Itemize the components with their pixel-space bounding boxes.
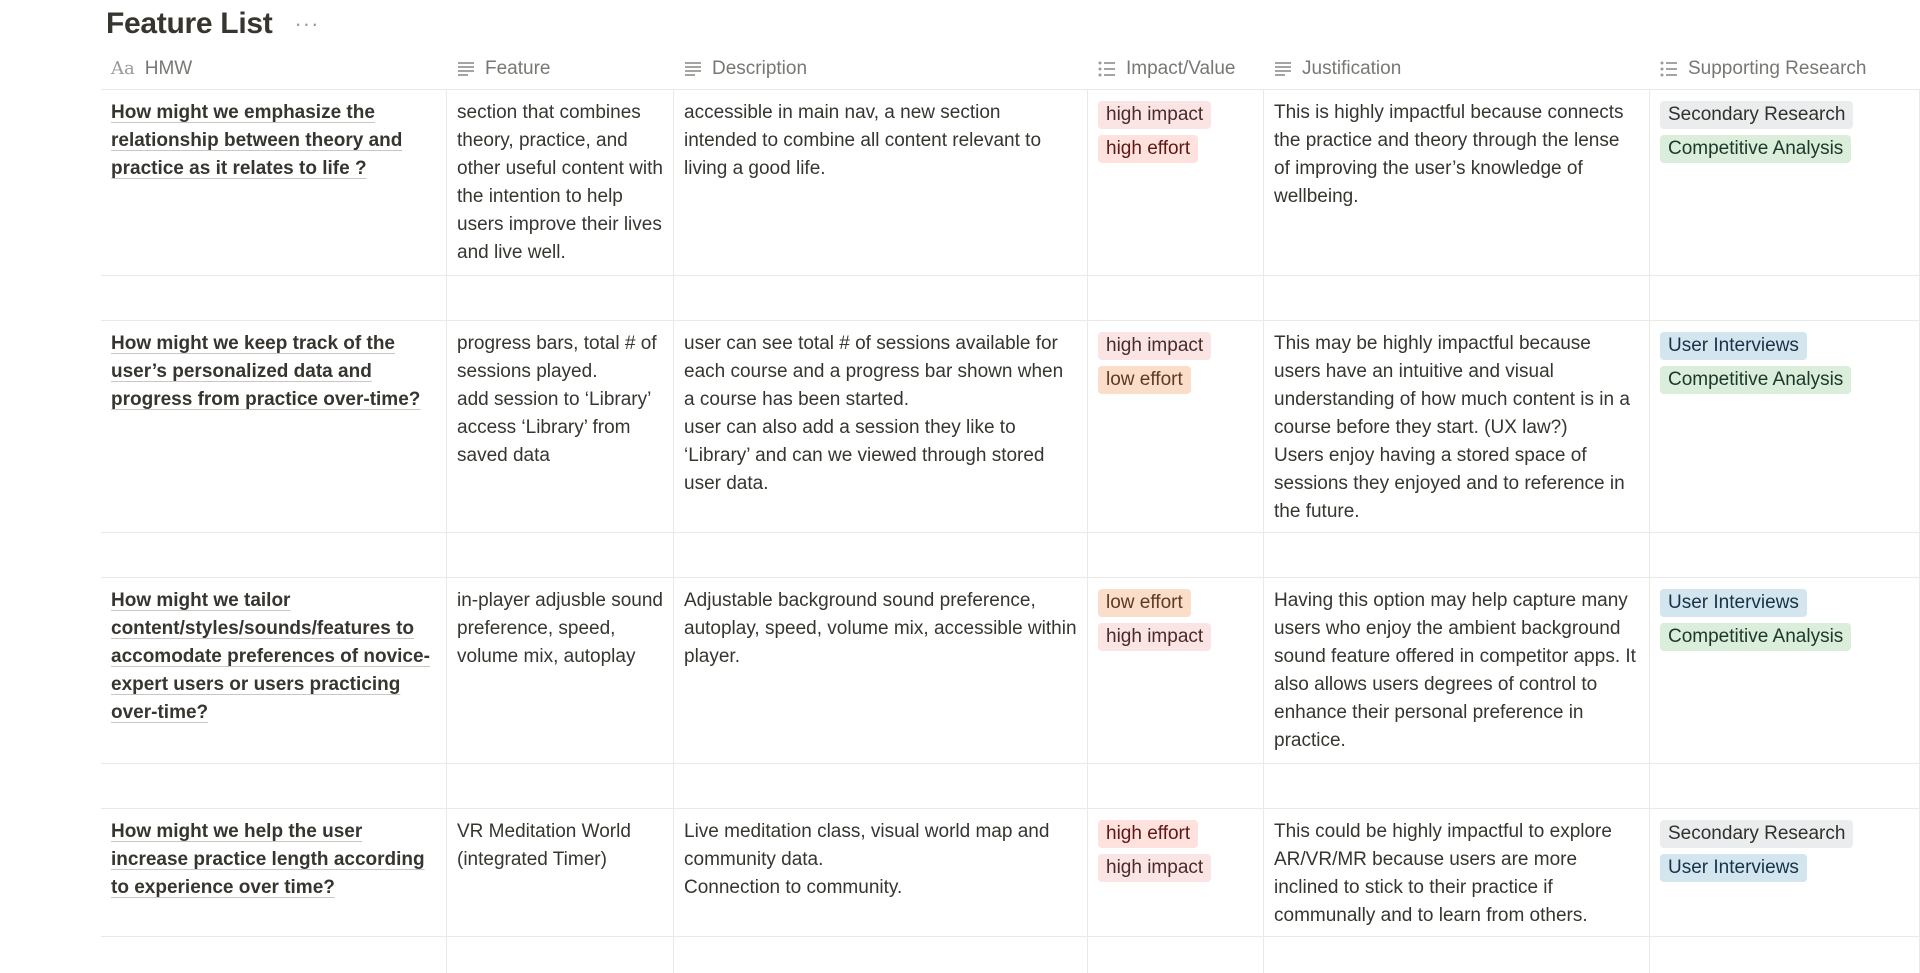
table-row[interactable] [101,809,1920,937]
research-tag: Secondary Research [1660,101,1853,129]
research-tag: Competitive Analysis [1660,366,1851,394]
impact-tag: high effort [1098,820,1198,848]
multi-select-icon [1098,61,1116,77]
description-cell[interactable]: user can see total # of sessions available for each course and a progress bar shown when a course has been started. user can also add a session they like to ‘Library’ and can we viewed through stored user data. [674,321,1088,532]
column-header-label: HMW [144,57,193,79]
research-tag: Secondary Research [1660,820,1853,848]
empty-cell[interactable] [101,276,447,320]
empty-cell[interactable] [447,533,674,577]
column-header-justification[interactable] [1264,48,1650,89]
more-options-icon[interactable]: ··· [294,11,320,36]
justification-cell[interactable]: This is highly impactful because connects the practice and theory through the lense of improving the user’s knowledge of wellbeing. [1264,90,1650,275]
impact-tag: high impact [1098,623,1211,651]
impact-tag: low effort [1098,589,1191,617]
text-aa-icon: Aa [111,57,135,79]
description-cell[interactable]: accessible in main nav, a new section intended to combine all content relevant to living a good life. [674,90,1088,275]
empty-row[interactable] [101,533,1920,578]
empty-cell[interactable] [1264,533,1650,577]
text-lines-icon [1274,61,1292,77]
empty-row[interactable] [101,937,1920,973]
empty-cell[interactable] [674,937,1088,973]
page-title[interactable]: Feature List [106,7,273,40]
empty-cell[interactable] [1088,533,1264,577]
empty-cell[interactable] [101,533,447,577]
hmw-cell[interactable] [101,809,447,936]
hmw-cell[interactable] [101,578,447,763]
table-row[interactable] [101,578,1920,764]
empty-cell[interactable] [447,764,674,808]
empty-cell[interactable] [674,764,1088,808]
hmw-link[interactable]: How might we help the user increase practice length according to experience over time? [111,821,425,898]
empty-row[interactable] [101,276,1920,321]
hmw-link[interactable]: How might we emphasize the relationship between theory and practice as it relates to life ? [111,102,403,179]
impact-tag: high impact [1098,101,1211,129]
multi-select-icon [1660,61,1678,77]
justification-cell[interactable]: This could be highly impactful to explore AR/VR/MR because users are more inclined to stick to their practice if communally and to learn from others. [1264,809,1650,936]
hmw-link[interactable]: How might we keep track of the user’s personalized data and progress from practice over-time? [111,333,421,410]
column-header-label: Supporting Research [1688,57,1867,79]
research-cell[interactable] [1650,809,1920,936]
impact-cell[interactable] [1088,578,1264,763]
column-header-label: Feature [485,57,551,79]
impact-tag: high effort [1098,135,1198,163]
empty-cell[interactable] [674,276,1088,320]
column-header-feature[interactable] [447,48,674,89]
column-header-impact[interactable] [1088,48,1264,89]
empty-cell[interactable] [1088,276,1264,320]
empty-cell[interactable] [1650,533,1920,577]
title-bar [106,4,325,44]
feature-cell[interactable]: progress bars, total # of sessions played. add session to ‘Library’ access ‘Library’ from saved data [447,321,674,532]
empty-cell[interactable] [1088,764,1264,808]
impact-cell[interactable] [1088,321,1264,532]
research-cell[interactable] [1650,578,1920,763]
empty-cell[interactable] [1650,937,1920,973]
text-lines-icon [457,61,475,77]
column-header-hmw[interactable] [101,48,447,89]
impact-tag: high impact [1098,332,1211,360]
justification-cell[interactable]: Having this option may help capture many users who enjoy the ambient background sound feature offered in competitor apps. It also allows users degrees of control to enhance their personal preference in practice. [1264,578,1650,763]
empty-row[interactable] [101,764,1920,809]
empty-cell[interactable] [447,276,674,320]
research-tag: User Interviews [1660,854,1807,882]
column-header-description[interactable] [674,48,1088,89]
empty-cell[interactable] [674,533,1088,577]
research-tag: Competitive Analysis [1660,135,1851,163]
description-cell[interactable]: Live meditation class, visual world map and community data. Connection to community. [674,809,1088,936]
description-cell[interactable]: Adjustable background sound preference, autoplay, speed, volume mix, accessible within player. [674,578,1088,763]
impact-cell[interactable] [1088,809,1264,936]
feature-table [101,48,1920,973]
impact-tag: low effort [1098,366,1191,394]
empty-cell[interactable] [447,937,674,973]
research-cell[interactable] [1650,321,1920,532]
empty-cell[interactable] [1264,764,1650,808]
empty-cell[interactable] [1088,937,1264,973]
table-row[interactable] [101,90,1920,276]
column-header-label: Impact/Value [1126,57,1236,79]
empty-cell[interactable] [1264,937,1650,973]
column-header-label: Description [712,57,808,79]
empty-cell[interactable] [1650,764,1920,808]
empty-cell[interactable] [1264,276,1650,320]
column-header-label: Justification [1302,57,1402,79]
empty-cell[interactable] [101,764,447,808]
text-lines-icon [684,61,702,77]
feature-cell[interactable]: in-player adjusble sound preference, speed, volume mix, autoplay [447,578,674,763]
hmw-link[interactable]: How might we tailor content/styles/sounds/features to accomodate preferences of novice-expert users or users practicing over-time? [111,590,430,723]
empty-cell[interactable] [101,937,447,973]
research-tag: User Interviews [1660,589,1807,617]
impact-cell[interactable] [1088,90,1264,275]
feature-cell[interactable]: section that combines theory, practice, and other useful content with the intention to help users improve their lives and live well. [447,90,674,275]
column-header-research[interactable] [1650,48,1920,89]
feature-cell[interactable]: VR Meditation World (integrated Timer) [447,809,674,936]
table-row[interactable] [101,321,1920,533]
table-header [101,48,1920,90]
research-cell[interactable] [1650,90,1920,275]
research-tag: User Interviews [1660,332,1807,360]
justification-cell[interactable]: This may be highly impactful because users have an intuitive and visual understanding of how much content is in a course before they start. (UX law?) Users enjoy having a stored space of sessions they enjoyed and to reference in the future. [1264,321,1650,532]
empty-cell[interactable] [1650,276,1920,320]
impact-tag: high impact [1098,854,1211,882]
hmw-cell[interactable] [101,90,447,275]
hmw-cell[interactable] [101,321,447,532]
research-tag: Competitive Analysis [1660,623,1851,651]
